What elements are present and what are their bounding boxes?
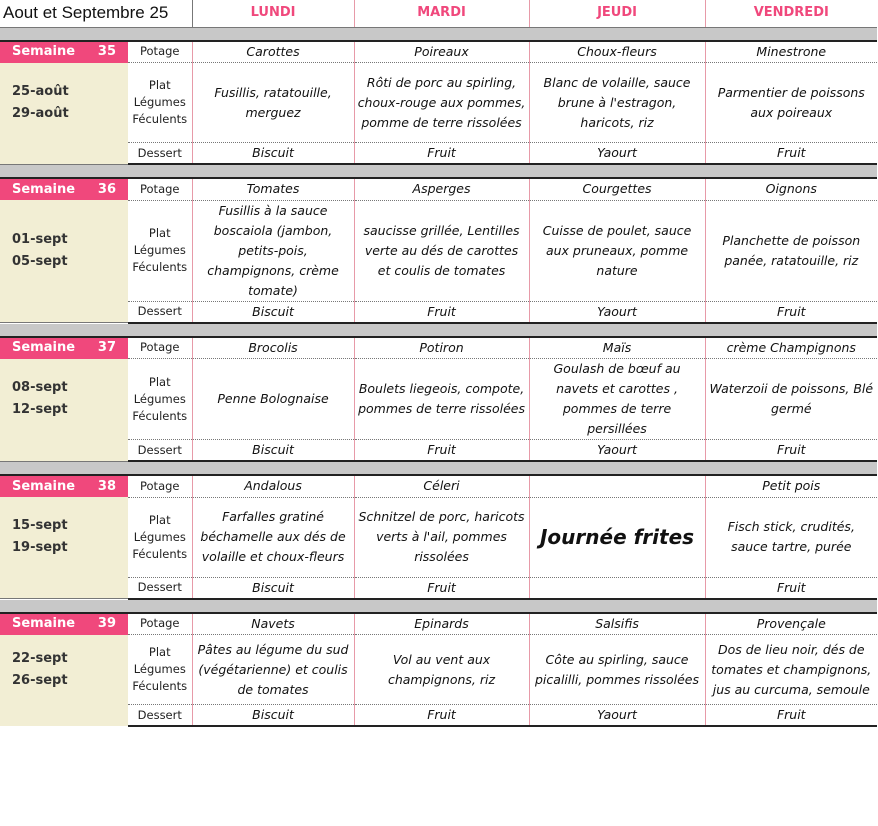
week-separator bbox=[0, 164, 877, 178]
week-label bbox=[0, 337, 128, 359]
plat-jeudi: Cuisse de poulet, sauce aux pruneaux, pomme nature bbox=[529, 200, 705, 301]
week-35-plat-row bbox=[0, 63, 877, 143]
legumes-label: Légumes bbox=[133, 662, 186, 676]
potage-jeudi: Salsifis bbox=[529, 613, 705, 635]
week-35-dessert-row bbox=[0, 143, 877, 165]
plat-label: Plat bbox=[148, 78, 171, 92]
potage-vendredi: Provençale bbox=[705, 613, 877, 635]
date-filler bbox=[0, 440, 128, 462]
day-header-jeudi: JEUDI bbox=[529, 0, 705, 27]
plat-vendredi: Parmentier de poissons aux poireaux bbox=[705, 63, 877, 143]
plat-label: Plat bbox=[148, 226, 171, 240]
dessert-vendredi: Fruit bbox=[705, 705, 877, 727]
week-label bbox=[0, 475, 128, 497]
date-start: 08-sept bbox=[12, 380, 68, 395]
week-36-potage-row bbox=[0, 178, 877, 200]
week-name: Semaine bbox=[12, 181, 76, 197]
dessert-vendredi: Fruit bbox=[705, 440, 877, 462]
dessert-mardi: Fruit bbox=[354, 440, 529, 462]
legumes-label: Légumes bbox=[133, 95, 186, 109]
week-number: 39 bbox=[97, 616, 116, 631]
potage-jeudi: Courgettes bbox=[529, 178, 705, 200]
feculents-label: Féculents bbox=[132, 112, 188, 126]
plat-mardi: saucisse grillée, Lentilles verte au dés de carottes et coulis de tomates bbox=[354, 200, 529, 301]
date-end: 26-sept bbox=[12, 672, 68, 688]
plat-mardi: Schnitzel de porc, haricots verts à l'ail, pommes rissolées bbox=[354, 497, 529, 577]
date-end: 05-sept bbox=[12, 253, 68, 269]
week-label bbox=[0, 613, 128, 635]
dessert-vendredi: Fruit bbox=[705, 143, 877, 165]
date-filler bbox=[0, 301, 128, 323]
date-filler bbox=[0, 577, 128, 599]
potage-label: Potage bbox=[128, 178, 192, 200]
plat-labels bbox=[128, 359, 192, 440]
plat-vendredi: Fisch stick, crudités, sauce tartre, purée bbox=[705, 497, 877, 577]
week-dates bbox=[0, 635, 128, 705]
plat-jeudi: Goulash de bœuf au navets et carottes , pommes de terre persillées bbox=[529, 359, 705, 440]
date-end: 29-août bbox=[12, 105, 69, 121]
week-dates bbox=[0, 359, 128, 440]
plat-labels bbox=[128, 63, 192, 143]
week-dates bbox=[0, 200, 128, 301]
separator-band bbox=[0, 27, 877, 41]
day-header-lundi: LUNDI bbox=[192, 0, 354, 27]
week-number: 36 bbox=[97, 181, 116, 197]
date-start: 22-sept bbox=[12, 650, 68, 666]
week-separator bbox=[0, 323, 877, 337]
dessert-jeudi bbox=[529, 577, 705, 599]
dessert-jeudi: Yaourt bbox=[529, 143, 705, 165]
week-name: Semaine bbox=[12, 340, 76, 355]
potage-mardi: Epinards bbox=[354, 613, 529, 635]
dessert-label: Dessert bbox=[128, 577, 192, 599]
week-38-potage-row bbox=[0, 475, 877, 497]
plat-jeudi: Blanc de volaille, sauce brune à l'estragon, haricots, riz bbox=[529, 63, 705, 143]
dessert-lundi: Biscuit bbox=[192, 143, 354, 165]
dessert-lundi: Biscuit bbox=[192, 301, 354, 323]
plat-label: Plat bbox=[148, 374, 171, 389]
plat-lundi: Fusillis, ratatouille, merguez bbox=[192, 63, 354, 143]
plat-label: Plat bbox=[148, 645, 171, 659]
potage-label: Potage bbox=[128, 613, 192, 635]
plat-lundi: Pâtes au légume du sud (végétarienne) et coulis de tomates bbox=[192, 635, 354, 705]
feculents-label: Féculents bbox=[132, 408, 188, 423]
potage-lundi: Carottes bbox=[192, 41, 354, 63]
week-label bbox=[0, 41, 128, 63]
week-name: Semaine bbox=[12, 44, 76, 59]
plat-labels bbox=[128, 497, 192, 577]
week-number: 38 bbox=[97, 478, 116, 494]
dessert-lundi: Biscuit bbox=[192, 577, 354, 599]
week-38-plat-row bbox=[0, 497, 877, 577]
week-number: 37 bbox=[97, 340, 116, 355]
plat-lundi: Farfalles gratiné béchamelle aux dés de volaille et choux-fleurs bbox=[192, 497, 354, 577]
dessert-label: Dessert bbox=[128, 143, 192, 165]
potage-jeudi bbox=[529, 475, 705, 497]
week-35-potage-row bbox=[0, 41, 877, 63]
date-filler bbox=[0, 143, 128, 165]
date-start: 25-août bbox=[12, 83, 69, 99]
potage-vendredi: Petit pois bbox=[705, 475, 877, 497]
plat-labels bbox=[128, 635, 192, 705]
week-dates bbox=[0, 63, 128, 143]
potage-lundi: Tomates bbox=[192, 178, 354, 200]
separator-band bbox=[0, 599, 877, 613]
feculents-label: Féculents bbox=[132, 546, 188, 561]
legumes-label: Légumes bbox=[133, 529, 186, 544]
potage-vendredi: Oignons bbox=[705, 178, 877, 200]
week-36-dessert-row bbox=[0, 301, 877, 323]
week-38-dessert-row bbox=[0, 577, 877, 599]
feculents-label: Féculents bbox=[132, 679, 188, 693]
plat-vendredi: Planchette de poisson panée, ratatouille, riz bbox=[705, 200, 877, 301]
feculents-label: Féculents bbox=[132, 260, 188, 274]
separator-band bbox=[0, 461, 877, 475]
dessert-jeudi: Yaourt bbox=[529, 301, 705, 323]
day-header-mardi: MARDI bbox=[354, 0, 529, 27]
plat-vendredi: Dos de lieu noir, dés de tomates et champignons, jus au curcuma, semoule bbox=[705, 635, 877, 705]
day-header-vendredi: VENDREDI bbox=[705, 0, 877, 27]
legumes-label: Légumes bbox=[133, 391, 186, 406]
week-39-potage-row bbox=[0, 613, 877, 635]
potage-label: Potage bbox=[128, 475, 192, 497]
potage-mardi: Asperges bbox=[354, 178, 529, 200]
date-end: 12-sept bbox=[12, 402, 68, 417]
potage-mardi: Poireaux bbox=[354, 41, 529, 63]
plat-jeudi: Journée frites bbox=[529, 497, 705, 577]
header-row bbox=[0, 0, 877, 27]
dessert-mardi: Fruit bbox=[354, 301, 529, 323]
legumes-label: Légumes bbox=[133, 243, 186, 257]
week-separator bbox=[0, 599, 877, 613]
date-start: 01-sept bbox=[12, 231, 68, 247]
dessert-label: Dessert bbox=[128, 705, 192, 727]
dessert-mardi: Fruit bbox=[354, 143, 529, 165]
plat-vendredi: Waterzoii de poissons, Blé germé bbox=[705, 359, 877, 440]
week-separator bbox=[0, 461, 877, 475]
potage-jeudi: Maïs bbox=[529, 337, 705, 359]
dessert-lundi: Biscuit bbox=[192, 705, 354, 727]
potage-label: Potage bbox=[128, 41, 192, 63]
date-end: 19-sept bbox=[12, 540, 68, 555]
plat-label: Plat bbox=[148, 512, 171, 527]
page-title: Aout et Septembre 25 bbox=[0, 0, 192, 27]
dessert-vendredi: Fruit bbox=[705, 301, 877, 323]
plat-lundi: Penne Bolognaise bbox=[192, 359, 354, 440]
week-37-dessert-row bbox=[0, 440, 877, 462]
dessert-label: Dessert bbox=[128, 440, 192, 462]
date-start: 15-sept bbox=[12, 518, 68, 533]
dessert-lundi: Biscuit bbox=[192, 440, 354, 462]
week-name: Semaine bbox=[12, 616, 76, 631]
plat-lundi: Fusillis à la sauce boscaiola (jambon, petits-pois, champignons, crème tomate) bbox=[192, 200, 354, 301]
potage-vendredi: Minestrone bbox=[705, 41, 877, 63]
plat-labels bbox=[128, 200, 192, 301]
week-separator bbox=[0, 27, 877, 41]
dessert-mardi: Fruit bbox=[354, 705, 529, 727]
potage-mardi: Potiron bbox=[354, 337, 529, 359]
dessert-mardi: Fruit bbox=[354, 577, 529, 599]
week-label bbox=[0, 178, 128, 200]
potage-lundi: Andalous bbox=[192, 475, 354, 497]
separator-band bbox=[0, 323, 877, 337]
potage-lundi: Brocolis bbox=[192, 337, 354, 359]
week-number: 35 bbox=[97, 44, 116, 59]
plat-jeudi: Côte au spirling, sauce picalilli, pommes rissolées bbox=[529, 635, 705, 705]
week-37-potage-row bbox=[0, 337, 877, 359]
potage-jeudi: Choux-fleurs bbox=[529, 41, 705, 63]
week-37-plat-row bbox=[0, 359, 877, 440]
week-39-plat-row bbox=[0, 635, 877, 705]
week-dates bbox=[0, 497, 128, 577]
potage-vendredi: crème Champignons bbox=[705, 337, 877, 359]
potage-lundi: Navets bbox=[192, 613, 354, 635]
dessert-label: Dessert bbox=[128, 301, 192, 323]
plat-mardi: Vol au vent aux champignons, riz bbox=[354, 635, 529, 705]
plat-mardi: Boulets liegeois, compote, pommes de terre rissolées bbox=[354, 359, 529, 440]
dessert-vendredi: Fruit bbox=[705, 577, 877, 599]
week-name: Semaine bbox=[12, 478, 76, 494]
separator-band bbox=[0, 164, 877, 178]
week-39-dessert-row bbox=[0, 705, 877, 727]
dessert-jeudi: Yaourt bbox=[529, 440, 705, 462]
week-36-plat-row bbox=[0, 200, 877, 301]
potage-label: Potage bbox=[128, 337, 192, 359]
date-filler bbox=[0, 705, 128, 727]
dessert-jeudi: Yaourt bbox=[529, 705, 705, 727]
potage-mardi: Céleri bbox=[354, 475, 529, 497]
plat-mardi: Rôti de porc au spirling, choux-rouge aux pommes, pomme de terre rissolées bbox=[354, 63, 529, 143]
